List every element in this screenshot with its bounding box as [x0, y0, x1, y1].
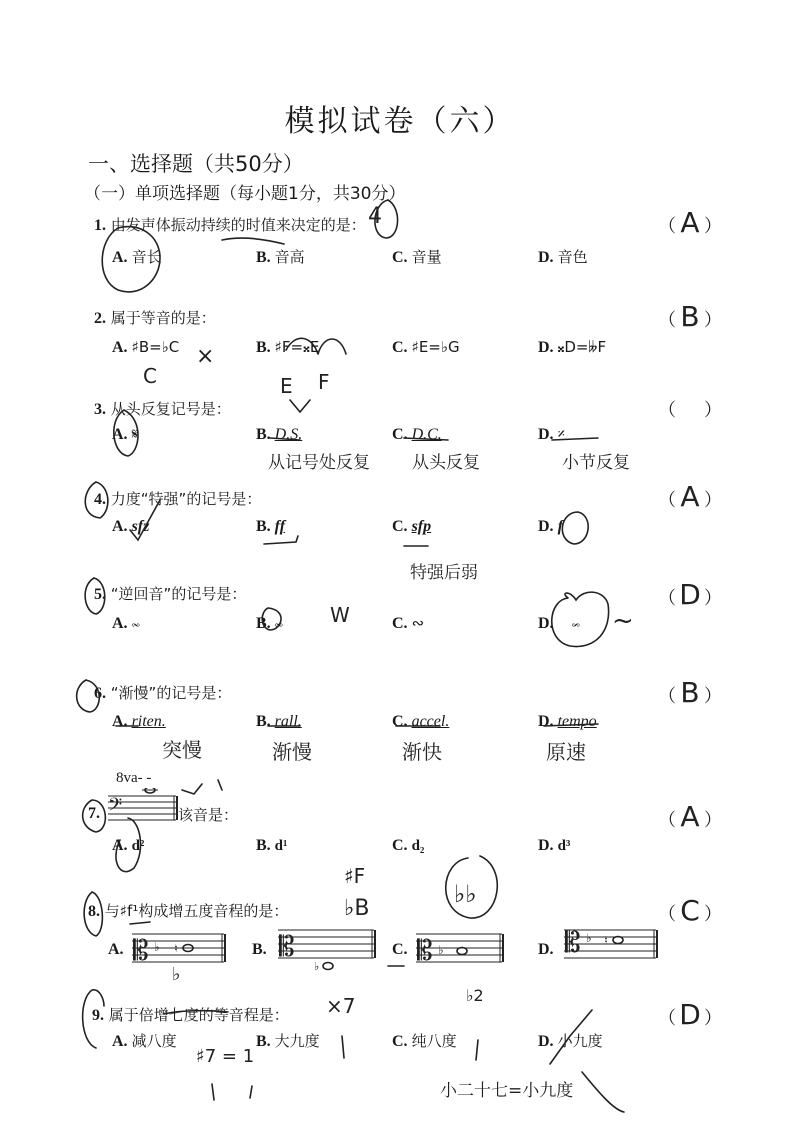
question-text: 从头反复记号是： [110, 400, 231, 418]
handwritten-note: ♭ [172, 964, 181, 985]
handwritten-note: 小二十七=小九度 [440, 1081, 574, 1101]
tempo-term: rall. [274, 713, 302, 730]
exam-title: 模拟试卷（六） [284, 104, 516, 139]
answer-value: B [680, 676, 700, 709]
option-letter: D. [538, 426, 554, 443]
svg-text:𝄡: 𝄡 [417, 934, 433, 964]
option-1c[interactable] [392, 246, 442, 267]
inverted-turn-symbol: 𝆘 [571, 614, 580, 632]
option-text: ♯F=𝄪E [274, 338, 320, 356]
question-4 [94, 488, 261, 509]
option-6b[interactable] [256, 712, 302, 731]
handwritten-note: 渐快 [402, 740, 442, 764]
question-number: 8. [88, 903, 100, 920]
option-letter: A. [112, 837, 128, 854]
option-9a[interactable] [112, 1030, 177, 1051]
svg-text:♭: ♭ [586, 931, 592, 945]
answer-value: A [680, 800, 700, 833]
question-6 [94, 682, 231, 703]
svg-text:♮: ♮ [604, 934, 608, 947]
question-7-number [88, 804, 100, 823]
question-text: 属于等音的是： [110, 309, 216, 327]
option-text: d³ [557, 838, 571, 854]
option-letter: D. [538, 1033, 554, 1050]
dynamic-mark: sfz [131, 518, 150, 535]
dynamic-mark: ff [274, 518, 286, 535]
option-letter: D. [538, 837, 554, 854]
svg-text:𝄡: 𝄡 [279, 930, 295, 963]
option-letter: D. [538, 941, 554, 958]
handwritten-note: 原速 [546, 740, 586, 764]
option-text: 音色 [557, 248, 588, 266]
question-number: 4. [94, 491, 106, 508]
option-letter: A. [112, 713, 128, 730]
option-letter: A. [112, 615, 128, 632]
option-letter: C. [392, 518, 408, 535]
repeat-measure-symbol: 𝄎 [557, 425, 565, 443]
option-5d[interactable] [538, 614, 580, 633]
handwritten-note: C [143, 364, 157, 388]
option-text: d¹ [274, 838, 288, 854]
option-6d[interactable] [538, 712, 597, 731]
bass-clef-staff [104, 788, 184, 828]
alto-clef-staff-a [130, 930, 226, 968]
option-text: 𝄪D=𝄫F [557, 338, 607, 356]
option-5c[interactable] [392, 614, 424, 633]
handwritten-note: ♯7 = 1 [196, 1046, 255, 1067]
option-letter: B. [252, 941, 267, 958]
segno-symbol: 𝄋 [131, 425, 139, 443]
answer-slot-1[interactable]: （ A ） [658, 206, 722, 239]
option-5a[interactable] [112, 614, 140, 633]
option-3d[interactable] [538, 425, 565, 444]
svg-text:𝄢: 𝄢 [108, 795, 123, 820]
question-8 [88, 900, 288, 921]
option-letter: A. [112, 249, 128, 266]
svg-text:♮: ♮ [174, 942, 178, 955]
question-text: “逆回音”的记号是： [110, 585, 247, 603]
option-9b[interactable] [256, 1030, 320, 1051]
option-4d[interactable] [538, 517, 563, 536]
option-8a[interactable] [108, 940, 128, 959]
question-7-text: 该音是： [178, 806, 239, 824]
option-letter: B. [256, 837, 271, 854]
dynamic-mark: sfp [411, 518, 432, 535]
svg-text:♭: ♭ [314, 960, 320, 972]
option-8b[interactable] [252, 940, 271, 959]
option-letter: C. [392, 713, 408, 730]
question-number: 6. [94, 685, 106, 702]
svg-text:♭: ♭ [438, 943, 444, 957]
option-letter: D. [538, 518, 554, 535]
tempo-term: tempo [557, 713, 597, 730]
tempo-term: riten. [131, 713, 166, 730]
question-number: 1. [94, 217, 106, 234]
alto-clef-staff-d [562, 926, 658, 964]
svg-text:♭: ♭ [154, 940, 160, 954]
option-letter: D. [538, 615, 554, 632]
answer-value: A [680, 480, 700, 513]
option-letter: B. [256, 339, 271, 356]
option-9c[interactable] [392, 1030, 457, 1051]
handwritten-note: ♯F [344, 864, 366, 888]
option-text: d² [131, 838, 145, 854]
option-3b[interactable] [256, 425, 302, 444]
question-text: 属于倍增七度的等音程是： [108, 1006, 289, 1024]
question-number: 5. [94, 586, 106, 603]
option-letter: C. [392, 426, 408, 443]
option-6a[interactable] [112, 712, 166, 731]
option-1b[interactable] [256, 246, 305, 267]
answer-slot-7[interactable]: （ A ） [658, 800, 722, 833]
option-9d[interactable] [538, 1030, 603, 1051]
option-3a[interactable] [112, 425, 138, 444]
option-7a[interactable] [112, 836, 144, 855]
option-2c[interactable] [392, 338, 460, 357]
answer-slot-3[interactable]: （ ） [658, 400, 722, 421]
dynamic-mark: f [557, 518, 563, 535]
option-text: 音高 [274, 248, 305, 266]
option-letter: D. [538, 339, 554, 356]
option-text: ♯B=♭C [131, 338, 180, 356]
handwritten-note: ♭♭ [454, 880, 477, 908]
handwritten-note: 从记号处反复 [268, 453, 370, 473]
mordent-symbol: 𝆗 [274, 614, 283, 632]
handwritten-note: ♭2 [466, 986, 484, 1005]
question-3 [94, 398, 231, 419]
question-text: 力度“特强”的记号是： [110, 490, 262, 508]
option-letter: B. [256, 426, 271, 443]
option-letter: B. [256, 249, 271, 266]
svg-text:𝄡: 𝄡 [133, 934, 149, 964]
question-number: 2. [94, 310, 106, 327]
option-4c[interactable] [392, 517, 431, 536]
option-7c[interactable] [392, 836, 424, 855]
answer-value: D [679, 998, 701, 1031]
question-2 [94, 307, 216, 328]
option-letter: C. [392, 339, 408, 356]
option-letter: A. [112, 339, 128, 356]
option-letter: C. [392, 837, 408, 854]
option-letter: B. [256, 518, 271, 535]
option-letter: C. [392, 615, 408, 632]
option-2d[interactable] [538, 338, 606, 357]
handwritten-note: 突慢 [162, 738, 202, 762]
answer-slot-9[interactable]: （ D ） [658, 998, 722, 1031]
handwritten-note: 4 [368, 204, 382, 229]
option-8d[interactable] [538, 940, 558, 959]
question-number: 7. [88, 805, 100, 822]
option-letter: B. [256, 713, 271, 730]
option-text: 音长 [131, 248, 162, 266]
question-number: 9. [92, 1007, 104, 1024]
option-2b[interactable] [256, 338, 319, 357]
option-letter: D. [538, 713, 554, 730]
option-5b[interactable] [256, 614, 283, 633]
answer-value: A [680, 206, 700, 239]
answer-value: D [679, 578, 701, 611]
option-8c[interactable] [392, 940, 412, 959]
option-7d[interactable] [538, 836, 570, 855]
option-text: 大九度 [274, 1032, 320, 1050]
handwritten-note: F [318, 370, 330, 394]
handwritten-note: ×7 [326, 994, 356, 1018]
question-text: “渐慢”的记号是： [110, 684, 232, 702]
section-heading: 一、选择题（共50分） [88, 152, 304, 176]
handwritten-note: ♭B [344, 896, 370, 921]
answer-value: C [680, 894, 700, 927]
handwritten-note: 渐慢 [272, 740, 312, 764]
option-text: 纯八度 [411, 1032, 457, 1050]
option-letter: A. [112, 426, 128, 443]
option-7b[interactable] [256, 836, 288, 855]
option-letter: B. [256, 1033, 271, 1050]
alto-clef-staff-c [414, 930, 504, 968]
alto-clef-staff-b [276, 926, 376, 976]
option-1a[interactable] [112, 246, 162, 267]
ottava-mark: 8va- - [116, 770, 152, 786]
option-letter: C. [392, 1033, 408, 1050]
answer-slot-5[interactable]: （ D ） [658, 578, 722, 611]
answer-value: B [680, 300, 700, 333]
question-1 [94, 214, 366, 235]
option-3c[interactable] [392, 425, 442, 444]
handwritten-note: 小节反复 [562, 453, 630, 473]
option-text: ♯E=♭G [411, 338, 460, 356]
option-letter: C. [392, 249, 408, 266]
mordent-symbol: 𝆗 [131, 614, 140, 632]
tempo-term: accel. [411, 713, 450, 730]
answer-slot-4[interactable]: （ A ） [658, 480, 722, 513]
handwritten-note: W [330, 603, 350, 627]
option-text: 减八度 [131, 1032, 177, 1050]
handwritten-note: ~ [612, 606, 634, 636]
option-text: 小九度 [557, 1032, 603, 1050]
question-text: 与♯f¹构成增五度音程的是： [104, 902, 289, 920]
option-text: D.S. [274, 426, 303, 443]
option-letter: A. [112, 518, 128, 535]
option-letter: B. [256, 615, 271, 632]
handwritten-note: 特强后弱 [410, 563, 478, 583]
option-4b[interactable] [256, 517, 285, 536]
question-number: 3. [94, 401, 106, 418]
answer-slot-8[interactable]: （ C ） [658, 894, 722, 927]
option-text: d₂ [411, 838, 425, 854]
option-letter: A. [108, 941, 124, 958]
subsection-heading: （一）单项选择题（每小题1分，共30分） [84, 184, 406, 204]
option-1d[interactable] [538, 246, 588, 267]
option-text: 音量 [411, 248, 442, 266]
handwritten-note: E [280, 374, 293, 398]
option-6c[interactable] [392, 712, 449, 731]
handwritten-note: 从头反复 [412, 453, 480, 473]
option-4a[interactable] [112, 517, 149, 536]
option-letter: A. [112, 1033, 128, 1050]
answer-slot-2[interactable]: （ B ） [658, 300, 722, 333]
turn-symbol: ∾ [411, 614, 425, 632]
option-2a[interactable] [112, 338, 179, 357]
svg-text:𝄡: 𝄡 [565, 926, 581, 959]
question-5 [94, 583, 246, 604]
option-letter: C. [392, 941, 408, 958]
handwritten-cross: × [196, 344, 215, 369]
question-9 [92, 1004, 289, 1025]
question-text: 由发声体振动持续的时值来决定的是： [110, 216, 366, 234]
option-text: D.C. [411, 426, 442, 443]
answer-slot-6[interactable]: （ B ） [658, 676, 722, 709]
option-letter: D. [538, 249, 554, 266]
